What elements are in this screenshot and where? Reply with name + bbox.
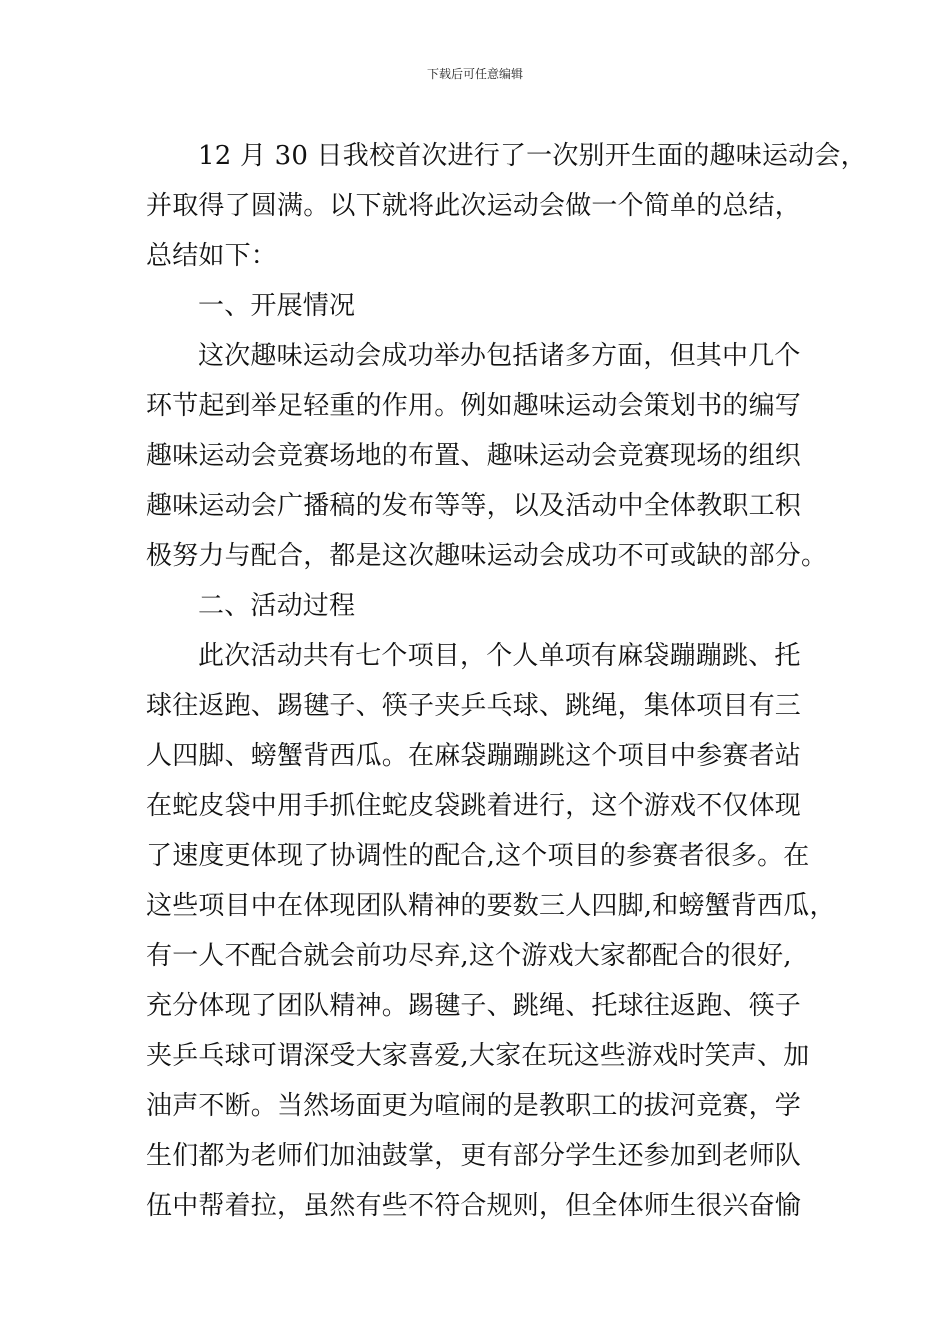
- text-line: 了速度更体现了协调性的配合,这个项目的参赛者很多。在: [146, 841, 810, 871]
- text-line: 充分体现了团队精神。踢毽子、跳绳、托球往返跑、筷子: [146, 991, 802, 1021]
- text-line: 球往返跑、踢毽子、筷子夹乒乓球、跳绳，集体项目有三: [146, 691, 802, 721]
- text-line: 趣味运动会竞赛场地的布置、趣味运动会竞赛现场的组织: [146, 441, 802, 471]
- text-line: 这些项目中在体现团队精神的要数三人四脚,和螃蟹背西瓜，: [146, 891, 836, 921]
- document-body: [146, 131, 867, 1231]
- text-line: 极努力与配合，都是这次趣味运动会成功不可或缺的部分。: [146, 541, 828, 571]
- text-line: 伍中帮着拉，虽然有些不符合规则，但全体师生很兴奋愉: [146, 1191, 802, 1221]
- text-line: 夹乒乓球可谓深受大家喜爱,大家在玩这些游戏时笑声、加: [146, 1041, 810, 1071]
- text-line: 并取得了圆满。以下就将此次运动会做一个简单的总结，: [146, 191, 802, 221]
- text-line: 在蛇皮袋中用手抓住蛇皮袋跳着进行，这个游戏不仅体现: [146, 791, 802, 821]
- text-line: 人四脚、螃蟹背西瓜。在麻袋蹦蹦跳这个项目中参赛者站: [146, 741, 802, 771]
- text-line: 12 月 30 日我校首次进行了一次别开生面的趣味运动会，: [198, 141, 867, 171]
- text-line: 这次趣味运动会成功举办包括诸多方面，但其中几个: [198, 341, 801, 371]
- text-line: 有一人不配合就会前功尽弃,这个游戏大家都配合的很好,: [146, 941, 792, 971]
- text-line: 此次活动共有七个项目，个人单项有麻袋蹦蹦跳、托: [198, 641, 801, 671]
- text-line: 油声不断。当然场面更为喧闹的是教职工的拔河竞赛，学: [146, 1091, 802, 1121]
- text-line: 总结如下：: [146, 241, 278, 271]
- text-line: 生们都为老师们加油鼓掌，更有部分学生还参加到老师队: [146, 1141, 802, 1171]
- page-header-note: 下载后可任意编辑: [426, 67, 523, 81]
- text-line: 趣味运动会广播稿的发布等等，以及活动中全体教职工积: [146, 491, 802, 521]
- section-heading: 一、开展情况: [198, 291, 356, 321]
- text-line: 环节起到举足轻重的作用。例如趣味运动会策划书的编写: [146, 391, 802, 421]
- section-heading: 二、活动过程: [198, 591, 356, 621]
